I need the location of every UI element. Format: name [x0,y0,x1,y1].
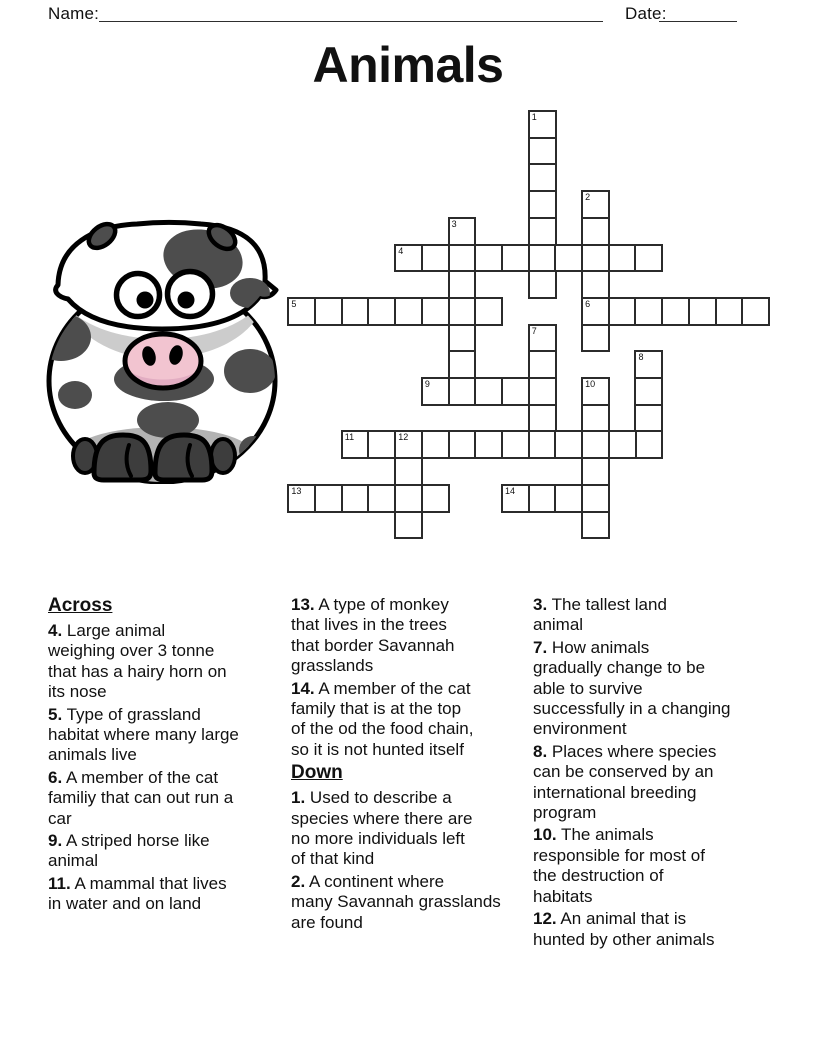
clues-column-2 [291,595,525,935]
crossword-cell[interactable] [528,244,557,273]
cow-muzzle [125,334,201,388]
crossword-cell[interactable] [608,297,637,326]
crossword-cell[interactable] [501,377,530,406]
crossword-cell[interactable] [581,457,610,486]
crossword-cell[interactable] [448,270,477,299]
crossword-cell[interactable] [474,377,503,406]
crossword-cell[interactable] [394,430,423,459]
crossword-cell[interactable] [421,244,450,273]
clue-number: 1 [531,112,537,122]
crossword-cell[interactable] [528,404,557,433]
clue-number: 8 [638,352,644,363]
clue-number-label: 2. [291,871,306,891]
crossword-cell[interactable] [341,484,370,513]
crossword-cell[interactable] [528,190,557,219]
crossword-cell[interactable] [341,297,370,326]
crossword-cell[interactable] [634,297,663,326]
clue-number: 10 [585,379,596,389]
crossword-cell[interactable] [287,297,316,326]
crossword-cell[interactable] [448,244,477,273]
clue: 8. Places where species can be conserved by an international breeding program [533,741,717,823]
crossword-cell[interactable] [394,244,423,273]
crossword-cell[interactable] [287,484,316,513]
date-field-line[interactable] [659,21,737,22]
clue: 1. Used to describe a species where there are no more individuals left of that kind [291,788,473,869]
clue-number-label: 11. [48,873,71,893]
clue-number-label: 13. [291,595,315,614]
clue-number: 5 [291,298,297,309]
clue: 4. Large animal weighing over 3 tonne that has a hairy horn on its nose [48,621,227,702]
crossword-cell[interactable] [741,297,770,326]
crossword-cell[interactable] [421,297,450,326]
clue: 7. How animals gradually change to be able to survive successfully in a changing environment [533,637,731,739]
crossword-cell[interactable] [314,484,343,513]
crossword-cell[interactable] [448,377,477,406]
crossword-cell[interactable] [715,297,744,326]
crossword-cell[interactable] [341,430,370,459]
clue-number-label: 5. [48,704,63,724]
crossword-cell[interactable] [581,484,610,513]
crossword-cell[interactable] [528,377,557,406]
clues-column-3 [533,595,767,952]
clue: 9. A striped horse like animal [48,831,210,871]
crossword-cell[interactable] [448,430,477,459]
crossword-cell[interactable] [581,404,610,433]
clue-number-label: 7. [533,637,548,657]
clues-column-1 [48,595,282,917]
cow-pupil-left [137,292,154,309]
crossword-cell[interactable] [581,511,610,540]
crossword-cell[interactable] [474,430,503,459]
crossword-cell[interactable] [448,350,477,379]
clue: 6. A member of the cat familiy that can out run a car [48,767,234,828]
clue-number: 2 [585,192,591,203]
crossword-cell[interactable] [528,324,557,353]
crossword-cell[interactable] [528,430,557,459]
clue-number: 3 [451,218,457,229]
clue: 12. An animal that is hunted by other animals [533,909,715,949]
crossword-cell[interactable] [394,511,423,540]
crossword-cell[interactable] [581,297,610,326]
crossword-cell[interactable] [528,110,557,139]
crossword-cell[interactable] [421,430,450,459]
crossword-cell[interactable] [581,324,610,353]
clue-number-label: 12. [533,909,557,929]
crossword-cell[interactable] [528,270,557,299]
crossword-cell[interactable] [367,484,396,513]
crossword-cell[interactable] [528,350,557,379]
crossword-cell[interactable] [608,430,637,459]
clue-number-label: 9. [48,831,63,851]
crossword-cell[interactable] [688,297,717,326]
crossword-cell[interactable] [554,484,583,513]
crossword-cell[interactable] [421,377,450,406]
crossword-cell[interactable] [581,270,610,299]
clue: 13. A type of monkey that lives in the trees that border Savannah grasslands [291,595,455,676]
clue-number-label: 8. [533,741,548,761]
crossword-cell[interactable] [634,430,663,459]
clue-number: 7 [531,325,537,336]
clue-number-label: 6. [48,767,63,787]
crossword-cell[interactable] [448,324,477,353]
crossword-cell[interactable] [501,484,530,513]
crossword-cell[interactable] [367,430,396,459]
crossword-cell[interactable] [608,244,637,273]
crossword-cell[interactable] [528,137,557,166]
crossword-cell[interactable] [501,430,530,459]
name-label: Name: [48,4,100,23]
crossword-cell[interactable] [581,377,610,406]
crossword-cell[interactable] [314,297,343,326]
clue-number: 14 [504,485,515,496]
crossword-cell[interactable] [394,484,423,513]
clue: 14. A member of the cat family that is at the top of the od the food chain, so it is not hunted itself [291,678,474,759]
crossword-cell[interactable] [394,297,423,326]
clue-number-label: 4. [48,621,63,640]
clue-number: 6 [585,298,591,309]
crossword-cell[interactable] [634,404,663,433]
crossword-cell[interactable] [448,217,477,246]
crossword-cell[interactable] [367,297,396,326]
clue-number-label: 3. [533,595,548,614]
crossword-cell[interactable] [528,163,557,192]
crossword-cell[interactable] [581,430,610,459]
crossword-cell[interactable] [634,377,663,406]
crossword-cell[interactable] [474,244,503,273]
crossword-cell[interactable] [421,484,450,513]
clue-number-label: 14. [291,678,315,698]
crossword-cell[interactable] [528,217,557,246]
crossword-cell[interactable] [554,244,583,273]
clue: 11. A mammal that lives in water and on land [48,873,227,914]
clue-number-label: 1. [291,788,306,808]
crossword-cell[interactable] [394,457,423,486]
clue-list-heading: Across [48,595,113,616]
crossword-cell[interactable] [528,484,557,513]
crossword-cell[interactable] [554,430,583,459]
crossword-cell[interactable] [448,297,477,326]
crossword-cell[interactable] [474,297,503,326]
clue-number-label: 10. [533,825,557,845]
crossword-cell[interactable] [581,190,610,219]
date-label: Date: [625,4,667,23]
name-field-line[interactable] [99,21,603,22]
crossword-cell[interactable] [634,244,663,273]
crossword-cell[interactable] [634,350,663,379]
clue-number: 4 [398,245,404,256]
clue: 2. A continent where many Savannah grasslands are found [291,871,501,932]
clue-list-heading: Down [291,762,343,784]
clue-number: 12 [398,432,409,443]
crossword-cell[interactable] [581,217,610,246]
crossword-cell[interactable] [661,297,690,326]
cow-pupil-right [178,292,195,309]
crossword-cell[interactable] [581,244,610,273]
clue: 3. The tallest land animal [533,595,667,635]
clue: 10. The animals responsible for most of the destruction of habitats [533,825,705,906]
clue-number: 13 [291,485,302,496]
crossword-cell[interactable] [501,244,530,273]
clue: 5. Type of grassland habitat where many large animals live [48,704,239,765]
clue-number: 11 [344,432,355,443]
cartoon-cow-illustration [45,219,280,484]
clue-number: 9 [424,379,430,389]
page-title: Animals [312,37,504,93]
